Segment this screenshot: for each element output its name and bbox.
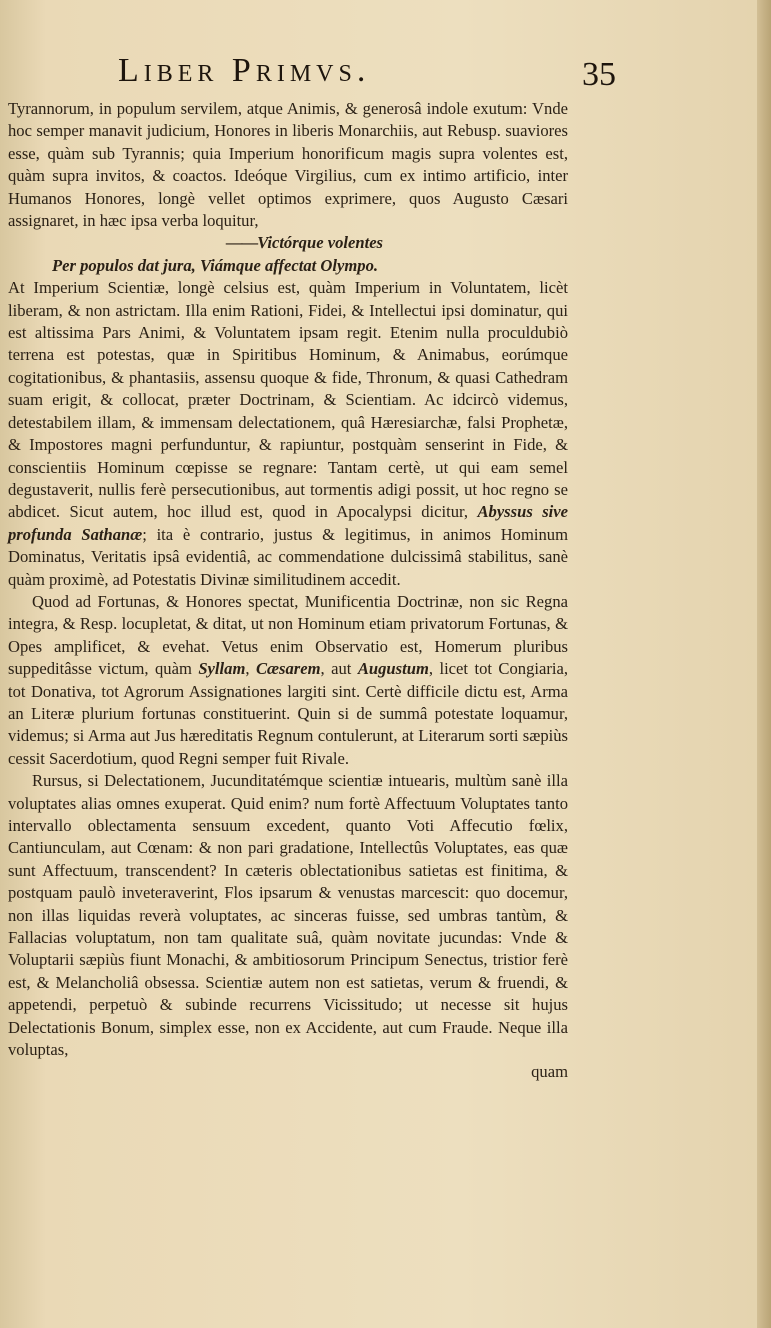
catchword: quam <box>531 1062 568 1082</box>
verse-dash: —— <box>226 233 258 253</box>
paragraph-3-text-a: Quod ad Fortunas, & Honores spectat, Munificentia Doctrinæ, non sic Regna integra, & Resp. locupletat, & ditat, ut non Hominum etiam privatorum Fortunas, & Opes amplificet, & evehat. Vetus enim Observatio est, Homerum pluribus suppeditâsse victum, quàm <box>8 591 568 679</box>
paragraph-4: Rursus, si Delectationem, Jucunditatémque scientiæ intuearis, multùm sanè illa voluptates alias omnes exuperat. Quid enim? num fortè Affectuum Voluptates tanto intervallo oblectamenta sensuum excedent, quanto Voti Affecutio fœlix, Cantiunculam, aut Cœnam: & non pari gradatione, Intellectûs Voluptates, eas quæ sunt Affectuum, transcendent? In cæteris oblectationibus satietas est finitima, & postquam paulò inveteraverint, Flos ipsarum & venustas marcescit: quo docemur, non illas liquidas reverà voluptates, ac sinceras fuisse, sed umbras tantùm, & Fallacias voluptatum, non tam qualitate suâ, quàm novitate jucundas: Vnde & Voluptarii sæpiùs fiunt Monachi, & ambitiosorum Principum Senectus, tristior ferè est, & Melancholiâ obsessa. Scientiæ autem non est satietas, verum & fruendi, & appetendi, perpetuò & subinde recurrens Vicissitudo; ut necesse sit hujus Delectationis Bonum, simplex esse, non ex Accidente, aut cum Fraude. Neque illa voluptas, <box>8 771 568 1060</box>
paragraph-3-sep: , <box>245 659 250 679</box>
paragraph-2 <box>8 277 568 591</box>
paragraph-3 <box>8 591 568 770</box>
paragraph-2-text: At Imperium Scientiæ, longè celsius est, quàm Imperium in Voluntatem, licèt liberam, & non astrictam. Illa enim Rationi, Fidei, & Intellectui ipsi dominatur, qui est altissima Pars Animi, & Voluntatem ipsam regit. Etenim nulla proculdubiò terrena est potestas, quæ in Spiritibus Hominum, & Animabus, eorúmque cogitationibus, & phantasiis, assensu quoque & fide, Thronum, & quasi Cathedram suam erigit, & collocat, præter Doctrinam, & Scientiam. Ac idcircò videmus, detestabilem illam, & immensam delectationem, quâ Hæresiarchæ, falsi Prophetæ, & Impostores magni perfunduntur, & rapiuntur, postquàm senserint in Fide, & conscientiis Hominum cœpisse se regnare: Tantam certè, ut qui eam semel degustaverit, nullis ferè persecutionibus, aut tormentis adigi possit, ut hoc regno se abdicet. Sicut autem, hoc illud est, quod in Apocalypsi dicitur, <box>8 278 568 522</box>
page-header <box>118 52 638 102</box>
verse-1-text: Victórque volentes <box>257 233 384 253</box>
paragraph-3-italic-3: Augustum <box>357 659 429 679</box>
body-text <box>8 98 568 1084</box>
paragraph-2-end: ; ita è contrario, justus & legitimus, in animos Hominum Dominatus, Veritatis ipsâ evidentiâ, ac commendatione dulcissimâ stabilitus, sanè quàm proximè, ad Potestatis Divinæ similitudinem accedit. <box>8 524 568 589</box>
paragraph-3-italic-2: Cæsarem <box>255 659 321 679</box>
verse-line-2: Per populos dat jura, Viámque affectat Olympo. <box>52 255 379 275</box>
paragraph-2-italic: Abyssus sive profunda Sathanæ <box>8 502 568 544</box>
paragraph-3-aut: , aut <box>320 659 352 679</box>
paragraph-3-text-b: , licet tot Congiaria, tot Donativa, tot Agrorum Assignationes largiti sint. Certè difficile dictu est, Arma an Literæ plurium fortunas constituerint. Quin si de summâ potestate loquamur, videmus; si Arma aut Jus hæreditatis Regnum contulerunt, at Literarum sorti sæpiùs cessit Sacerdotium, quod Regni semper fuit Rivale. <box>8 659 569 768</box>
page-edge <box>757 0 771 1328</box>
verse-line-1 <box>8 232 568 254</box>
paragraph-3-italic-1: Syllam <box>198 659 246 679</box>
page-number: 35 <box>582 56 616 93</box>
paragraph-1: Tyrannorum, in populum servilem, atque Animis, & generosâ indole exutum: Vnde hoc semper manavit judicium, Honores in liberis Monarchiis, aut Rebusp. suaviores esse, quàm sub Tyrannis; quia Imperium honorificum magis supra volentes est, quàm supra invitos, & coactos. Ideóque Virgilius, cum ex intimo artificio, inter Humanos Honores, longè vellet optimos exprimere, quos Augusto Cæsari assignaret, in hæc ipsa verba loquitur, <box>8 99 568 231</box>
running-head: Liber Primvs. <box>118 52 371 89</box>
